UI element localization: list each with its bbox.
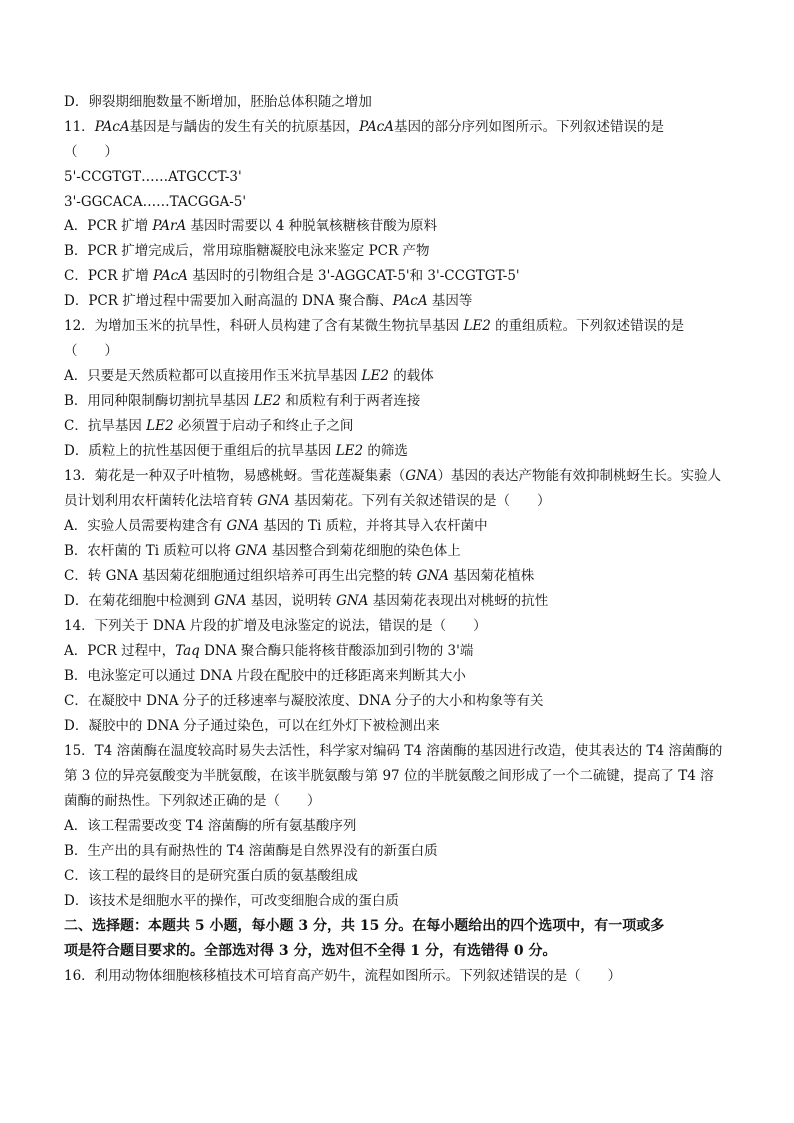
text-run: D．PCR 扩增过程中需要加入耐高温的 DNA 聚合酶、 [64,293,393,309]
text-line [64,142,764,162]
text-run: B．生产出的具有耐热性的 T4 溶菌酶是自然界没有的新蛋白质 [64,843,438,859]
text-run: 的重组质粒。下列叙述错误的是 [490,318,685,334]
text-line [64,816,764,836]
text-run: A．PCR 扩增 [64,218,153,234]
gene-name: PAcA [153,268,188,284]
text-run: 基因时的引物组合是 3'-AGGCAT-5'和 3'-CCGTGT-5' [187,268,520,284]
text-run: D．卵裂期细胞数量不断增加，胚胎总体积随之增加 [64,94,372,110]
text-line [64,891,764,911]
text-run: 菌酶的耐热性。下列叙述正确的是（ ） [64,793,321,809]
gene-name: GNA [226,518,259,534]
text-line [64,416,764,436]
text-line [64,291,764,311]
text-run: 3'-GGCACA……TACGGA-5' [64,194,247,210]
text-run: A．实验人员需要构建含有 [64,518,227,534]
text-run: C．PCR 扩增 [64,268,153,284]
text-run: 必须置于启动子和终止子之间 [173,418,354,434]
text-line [64,691,764,711]
text-line [64,266,764,286]
gene-name: GNA [214,593,247,609]
text-line [64,466,764,486]
gene-name: GNA [235,543,268,559]
gene-name: PAcA [392,293,428,309]
text-line [64,192,764,212]
text-line [64,641,764,661]
text-run: 11． [64,119,95,135]
text-run: 二、选择题：本题共 5 小题，每小题 3 分，共 15 分。在每小题给出的四个选项中，有一项或多 [64,918,665,934]
text-line [64,566,764,586]
text-run: D．质粒上的抗性基因便于重组后的抗旱基因 [64,443,336,459]
text-run: C．转 GNA 基因菊花细胞通过组织培养可再生出完整的转 [64,568,417,584]
text-line [64,716,764,736]
text-run: D．在菊花细胞中检测到 [64,593,215,609]
text-run: A．PCR 过程中， [64,643,176,659]
text-line [64,516,764,536]
text-run: （ ） [64,144,118,160]
text-line [64,741,764,761]
gene-name: Taq [175,643,200,659]
text-run: DNA 聚合酶只能将核苷酸添加到引物的 3'端 [199,643,474,659]
text-run: 5'-CCGTGT……ATGCCT-3' [64,169,242,185]
text-run: 13．菊花是一种双子叶植物，易感桃蚜。雪花莲凝集素（ [64,468,406,484]
gene-name: GNA [336,593,369,609]
text-run: C．抗旱基因 [64,418,147,434]
text-run: 基因菊花植株 [448,568,535,584]
gene-name: GNA [416,568,449,584]
text-run: A．只要是天然质粒都可以直接用作玉米抗旱基因 [64,368,362,384]
text-line [64,841,764,861]
text-run: 16．利用动物体细胞核移植技术可培育高产奶牛，流程如图所示。下列叙述错误的是（ ） [64,968,622,984]
gene-name: LE2 [361,368,389,384]
gene-name: PAcA [94,119,130,135]
text-run: （ ） [64,343,118,359]
text-line [64,941,764,961]
text-line [64,541,764,561]
text-run: ）基因的表达产物能有效抑制桃蚜生长。实验人 [437,468,722,484]
text-run: 的筛选 [363,443,408,459]
text-run: C．该工程的最终目的是研究蛋白质的氨基酸组成 [64,868,358,884]
text-line [64,341,764,361]
text-run: 的载体 [388,368,434,384]
text-line [64,216,764,236]
text-line [64,766,764,786]
text-run: 14．下列关于 DNA 片段的扩增及电泳鉴定的说法，错误的是（ ） [64,618,487,634]
text-line [64,441,764,461]
text-line [64,916,764,936]
gene-name: GNA [405,468,438,484]
gene-name: GNA [257,493,290,509]
text-run: B．用同种限制酶切割抗旱基因 [64,393,254,409]
text-line [64,791,764,811]
text-line [64,616,764,636]
gene-name: PArA [152,218,187,234]
text-run: B．电泳鉴定可以通过 DNA 片段在配胶中的迁移距离来判断其大小 [64,668,466,684]
text-run: 基因菊花。下列有关叙述错误的是（ ） [289,493,551,509]
text-run: B．农杆菌的 Ti 质粒可以将 [64,543,236,559]
text-run: 15．T4 溶菌酶在温度较高时易失去活性，科学家对编码 T4 溶菌酶的基因进行改造，使其表达的 T4 溶菌酶的 [64,743,723,759]
text-run: 第 3 位的异亮氨酸变为半胱氨酸，在该半胱氨酸与第 97 位的半胱氨酸之间形成了一个二硫键，提高了 T4 溶 [64,768,714,784]
text-run: A．该工程需要改变 T4 溶菌酶的所有氨基酸序列 [64,818,357,834]
gene-name: PAcA [359,119,394,135]
text-run: 基因，说明转 [246,593,337,609]
text-line [64,167,764,187]
gene-name: LE2 [335,443,364,459]
text-run: 基因是与龋齿的发生有关的抗原基因， [129,119,360,135]
text-run: D．该技术是细胞水平的操作，可改变细胞合成的蛋白质 [64,893,399,909]
text-run: 12．为增加玉米的抗旱性，科研人员构建了含有某微生物抗旱基因 [64,318,464,334]
text-line [64,241,764,261]
text-run: 基因的 Ti 质粒，并将其导入农杆菌中 [258,518,488,534]
text-run: 基因整合到菊花细胞的染色体上 [267,543,461,559]
text-line [64,316,764,336]
text-run: 基因菊花表现出对桃蚜的抗性 [368,593,549,609]
text-run: 基因时需要以 4 种脱氧核糖核苷酸为原料 [186,218,438,234]
text-run: B．PCR 扩增完成后，常用琼脂糖凝胶电泳来鉴定 PCR 产物 [64,243,430,259]
text-line [64,117,764,137]
text-run: 基因等 [427,293,473,309]
gene-name: LE2 [146,418,174,434]
text-run: 项是符合题目要求的。全部选对得 3 分，选对但不全得 1 分，有选错得 0 分。 [64,943,557,959]
text-line [64,666,764,686]
text-line [64,391,764,411]
text-run: C．在凝胶中 DNA 分子的迁移速率与凝胶浓度、DNA 分子的大小和构象等有关 [64,693,544,709]
text-run: 员计划利用农杆菌转化法培育转 [64,493,258,509]
text-run: 基因的部分序列如图所示。下列叙述错误的是 [394,119,664,135]
text-run: 和质粒有利于两者连接 [281,393,421,409]
text-line [64,591,764,611]
gene-name: LE2 [463,318,491,334]
text-line [64,966,764,986]
text-line [64,366,764,386]
text-line [64,491,764,511]
text-line [64,92,764,112]
gene-name: LE2 [253,393,282,409]
text-line [64,866,764,886]
text-run: D．凝胶中的 DNA 分子通过染色，可以在红外灯下被检测出来 [64,718,440,734]
